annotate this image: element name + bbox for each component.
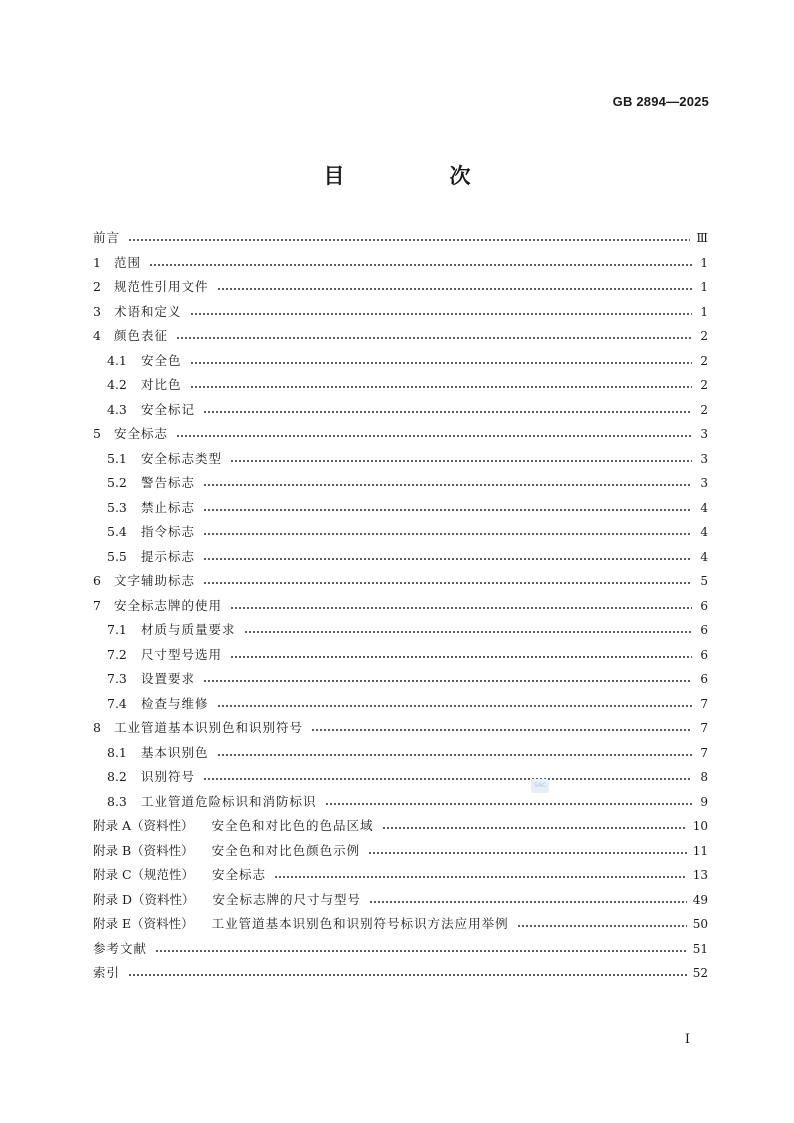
toc-entry[interactable] [93, 937, 708, 962]
toc-entry-page: 49 [692, 892, 708, 907]
toc-entry-page: 9 [700, 794, 708, 809]
toc-entry[interactable] [93, 863, 708, 888]
toc-entry[interactable] [93, 790, 708, 815]
dot-leader [217, 288, 692, 290]
dot-leader [128, 239, 690, 241]
toc-entry-label: 文字辅助标志 [114, 573, 196, 588]
toc-entry[interactable] [93, 324, 708, 349]
toc-entry[interactable] [93, 226, 708, 251]
toc-entry-label: 工业管道基本识别色和识别符号 [114, 720, 304, 735]
toc-entry-number: 5.5 [107, 548, 127, 564]
toc-entry-label: 安全标志牌的使用 [114, 597, 223, 613]
dot-leader [203, 509, 692, 511]
toc-entry-label: 术语和定义 [114, 303, 182, 319]
toc-entry[interactable] [93, 692, 708, 717]
toc-entry-number: 2 [93, 279, 101, 294]
dot-leader [230, 656, 692, 658]
toc-entry-page: 7 [700, 721, 708, 735]
toc-entry-number: 8.2 [107, 769, 127, 784]
toc-entry-label: 识别符号 [141, 769, 196, 784]
toc-entry-label: 工业管道危险标识和消防标识 [141, 793, 317, 809]
toc-entry[interactable] [93, 373, 708, 398]
toc-entry-number: 3 [93, 303, 101, 319]
toc-entry-number: 7 [93, 597, 101, 613]
toc-entry-page: 3 [700, 451, 708, 466]
dot-leader [203, 558, 692, 560]
toc-entry-page: 2 [700, 402, 708, 417]
dot-leader [217, 754, 692, 756]
toc-entry[interactable] [93, 667, 708, 692]
toc-entry[interactable] [93, 422, 708, 447]
toc-entry-number: 附录 A（资料性） [93, 818, 194, 833]
toc-entry[interactable] [93, 814, 708, 839]
toc-entry-page: 52 [692, 966, 708, 980]
toc-entry-page: 2 [700, 353, 708, 368]
toc-entry-label: 范围 [114, 254, 142, 270]
dot-leader [311, 729, 692, 731]
dot-leader [244, 631, 692, 633]
toc-entry-number: 8.1 [107, 744, 127, 760]
toc-entry-page: 2 [700, 378, 708, 392]
page-number: I [684, 1032, 690, 1047]
dot-leader [203, 582, 692, 584]
toc-entry-label: 前言 [93, 230, 121, 245]
toc-entry-page: 3 [700, 476, 708, 490]
toc-entry[interactable] [93, 447, 708, 472]
toc-entry-label: 尺寸型号选用 [141, 646, 223, 662]
toc-entry-number: 7.3 [107, 671, 127, 686]
toc-entry-label: 工业管道基本识别色和识别符号标识方法应用举例 [211, 916, 509, 931]
toc-entry-label: 对比色 [141, 377, 182, 392]
toc-entry-page: 10 [692, 819, 708, 833]
toc-entry[interactable] [93, 618, 708, 643]
toc-entry-page: 6 [700, 623, 708, 637]
dot-leader [128, 974, 687, 976]
dot-leader [149, 264, 692, 266]
toc-entry-number: 附录 E（资料性） [93, 916, 194, 931]
dot-leader [203, 484, 692, 486]
toc-entry-number: 4.1 [107, 352, 127, 368]
toc-entry[interactable] [93, 888, 708, 913]
toc-entry-page: 50 [692, 917, 708, 931]
toc-entry[interactable] [93, 520, 708, 545]
toc-entry-page: 6 [700, 598, 708, 613]
dot-leader [382, 827, 687, 829]
toc-entry-number: 4 [93, 328, 101, 343]
toc-entry-page: 1 [700, 280, 708, 294]
toc-entry-page: 3 [700, 427, 708, 441]
toc-entry-page: 2 [700, 329, 708, 343]
toc-entry[interactable] [93, 643, 708, 668]
toc-entry[interactable] [93, 594, 708, 619]
toc-entry-number: 7.1 [107, 622, 127, 637]
toc-entry-number: 附录 B（资料性） [93, 842, 194, 858]
dot-leader [176, 337, 692, 339]
toc-entry-label: 设置要求 [141, 671, 196, 686]
toc-entry-number: 5.2 [107, 475, 127, 490]
toc-entry-label: 安全色和对比色的色品区域 [211, 818, 374, 833]
toc-entry-page: 7 [700, 745, 708, 760]
dot-leader [325, 803, 692, 805]
toc-entry[interactable] [93, 569, 708, 594]
toc-entry-page: 6 [700, 647, 708, 662]
toc-entry[interactable] [93, 398, 708, 423]
toc-entry-label: 检查与维修 [141, 695, 209, 711]
dot-leader [230, 460, 692, 462]
toc-entry[interactable] [93, 496, 708, 521]
toc-entry[interactable] [93, 349, 708, 374]
toc-entry[interactable] [93, 300, 708, 325]
toc-entry-label: 索引 [93, 965, 121, 980]
toc-entry-label: 指令标志 [141, 524, 196, 539]
dot-leader [203, 680, 692, 682]
dot-leader [155, 950, 687, 952]
toc-entry-number: 8 [93, 720, 101, 735]
toc-entry-number: 4.2 [107, 377, 127, 392]
toc-entry-number: 5 [93, 426, 101, 441]
toc-entry-number: 5.4 [107, 524, 127, 539]
dot-leader [203, 533, 692, 535]
toc-entry-label: 安全色 [141, 352, 182, 368]
standard-code: GB 2894—2025 [612, 94, 709, 109]
toc-entry-page: Ⅲ [696, 231, 708, 245]
toc-entry-label: 颜色表征 [114, 328, 169, 343]
dot-leader [517, 925, 687, 927]
toc-entry[interactable] [93, 741, 708, 766]
page-title: 目 次 [323, 164, 513, 188]
table-of-contents [93, 226, 708, 986]
toc-entry-label: 规范性引用文件 [114, 279, 209, 294]
toc-entry-page: 13 [692, 868, 708, 882]
toc-entry-number: 7.4 [107, 695, 127, 711]
toc-entry-page: 1 [700, 255, 708, 270]
toc-entry-label: 提示标志 [141, 548, 196, 564]
toc-entry[interactable] [93, 961, 708, 986]
toc-entry-label: 警告标志 [141, 475, 196, 490]
toc-entry-page: 7 [700, 696, 708, 711]
toc-entry-label: 安全标记 [141, 401, 196, 417]
dot-leader [203, 778, 692, 780]
toc-entry-label: 安全标志牌的尺寸与型号 [212, 891, 362, 907]
toc-entry[interactable] [93, 251, 708, 276]
toc-entry[interactable] [93, 839, 708, 864]
dot-leader [190, 386, 692, 388]
dot-leader [368, 852, 687, 854]
dot-leader [190, 362, 692, 364]
toc-entry-number: 5.1 [107, 450, 127, 466]
toc-entry-label: 参考文献 [93, 940, 148, 956]
toc-entry-number: 4.3 [107, 401, 127, 417]
toc-entry-number: 附录 D（资料性） [93, 891, 195, 907]
toc-entry[interactable] [93, 716, 708, 741]
toc-entry-label: 安全标志类型 [141, 450, 223, 466]
toc-entry-label: 安全色和对比色颜色示例 [211, 842, 361, 858]
toc-entry-label: 安全标志 [114, 426, 169, 441]
toc-entry-label: 安全标志 [212, 867, 267, 882]
toc-entry-number: 6 [93, 573, 101, 588]
toc-entry-number: 5.3 [107, 499, 127, 515]
toc-entry-page: 4 [700, 525, 708, 539]
dot-leader [203, 411, 692, 413]
toc-entry[interactable] [93, 471, 708, 496]
toc-entry-label: 基本识别色 [141, 744, 209, 760]
toc-entry-page: 5 [700, 574, 708, 588]
toc-entry-page: 51 [692, 941, 708, 956]
toc-entry-page: 4 [700, 500, 708, 515]
toc-entry-number: 附录 C（规范性） [93, 867, 195, 882]
toc-entry-number: 7.2 [107, 646, 127, 662]
dot-leader [176, 435, 692, 437]
toc-entry[interactable] [93, 765, 708, 790]
toc-entry-page: 4 [700, 549, 708, 564]
dot-leader [217, 705, 692, 707]
toc-entry[interactable] [93, 912, 708, 937]
toc-entry-page: 11 [692, 843, 708, 858]
toc-entry-label: 材质与质量要求 [141, 622, 236, 637]
toc-entry-number: 8.3 [107, 793, 127, 809]
watermark-logo: SAC [531, 779, 549, 793]
dot-leader [230, 607, 692, 609]
toc-entry-page: 6 [700, 672, 708, 686]
toc-entry-label: 禁止标志 [141, 499, 196, 515]
dot-leader [190, 313, 692, 315]
dot-leader [369, 901, 687, 903]
toc-entry-page: 1 [700, 304, 708, 319]
dot-leader [274, 876, 687, 878]
toc-entry-number: 1 [93, 254, 101, 270]
toc-entry[interactable] [93, 275, 708, 300]
toc-entry-page: 8 [700, 770, 708, 784]
toc-entry[interactable] [93, 545, 708, 570]
